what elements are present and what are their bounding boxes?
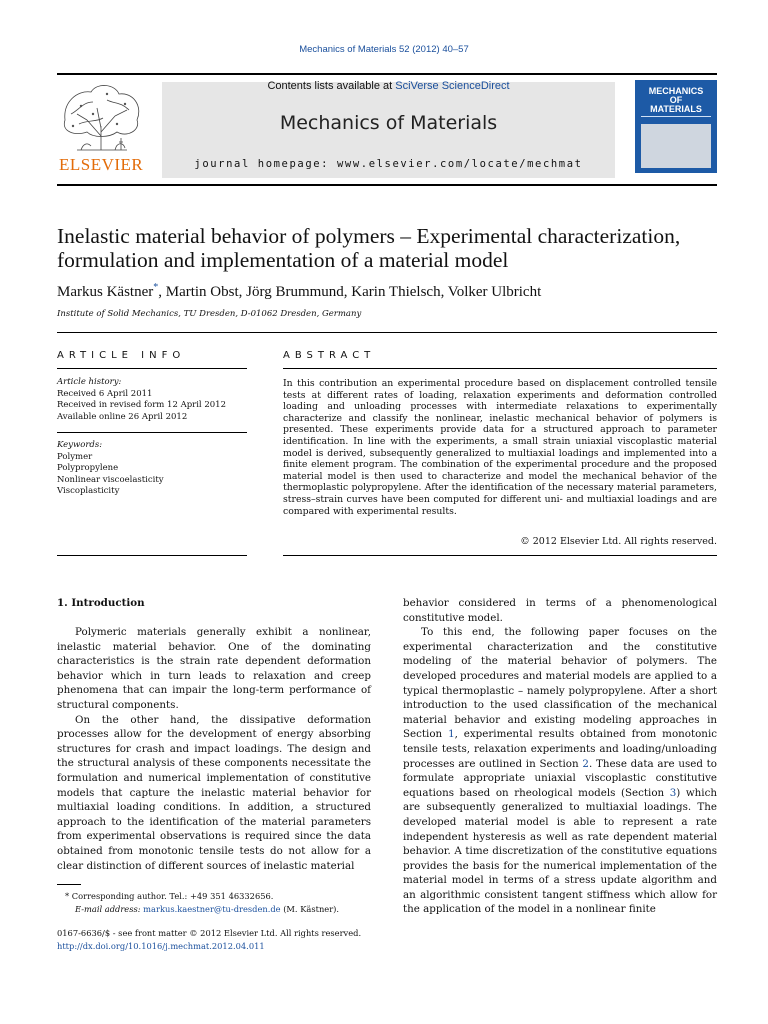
history-item: Available online 26 April 2012 (57, 411, 188, 422)
first-author: Markus Kästner (57, 284, 154, 300)
history-label: Article history: (57, 377, 122, 387)
cover-image-area (641, 124, 711, 168)
divider (57, 432, 247, 433)
divider (283, 368, 717, 369)
keyword-item: Nonlinear viscoelasticity (57, 474, 164, 485)
footnotes (65, 890, 371, 916)
paragraph: behavior considered in terms of a phenomenological constitutive model. (403, 597, 717, 624)
section-ref-link[interactable]: 2 (582, 757, 589, 770)
doi-link[interactable]: http://dx.doi.org/10.1016/j.mechmat.2012.04.011 (57, 941, 265, 951)
contents-line (162, 80, 615, 92)
paragraph (403, 625, 717, 917)
right-column (403, 596, 717, 917)
affiliation: Institute of Solid Mechanics, TU Dresden, D-01062 Dresden, Germany (57, 309, 362, 319)
sciencedirect-link[interactable]: SciVerse ScienceDirect (395, 80, 510, 92)
other-authors: , Martin Obst, Jörg Brummund, Karin Thielsch, Volker Ulbricht (158, 284, 542, 300)
section-heading: 1. Introduction (57, 597, 145, 609)
cover-title (635, 87, 717, 114)
keywords (57, 440, 247, 498)
keywords-label: Keywords: (57, 440, 103, 450)
text-run: To this end, the following paper focuses on the experimental characterization and the constitutive modeling of the material behavior of polymers. The developed procedures and material models are applied to a typical thermoplastic – namely polypropylene. After a short introduction to the used classification of the mechanical material behavior and existing modeling approaches in Section (403, 626, 717, 741)
article-history (57, 377, 247, 423)
text-run: ) which are subsequently generalized to multiaxial loadings. The developed material model is able to represent a rate independent hysteresis as well as rate dependent material behavior. A time discretization of the constitutive equations provides the basis for the numerical implementation of the material model in terms of a stress update algorithm and an algorithmic consistent tangent stiffness which allow for the application of the model in a nonlinear finite (403, 786, 717, 916)
article-title: Inelastic material behavior of polymers – Experimental characterization, formulation and implementation of a material model (57, 224, 681, 272)
history-item: Received in revised form 12 April 2012 (57, 400, 226, 410)
cover-title-line: OF (669, 95, 683, 105)
text-run: , experimental results obtained from monotonic tensile tests, relaxation experiments and loading/unloading processes are outlined in Section (403, 728, 718, 770)
email-suffix: (M. Kästner). (280, 904, 340, 914)
keyword-item: Polypropylene (57, 463, 119, 473)
journal-cover-thumbnail[interactable] (635, 80, 717, 173)
divider (57, 368, 247, 369)
corresponding-author-mark[interactable]: * (153, 282, 159, 293)
contents-prefix: Contents lists available at (267, 80, 396, 92)
abstract-heading: ABSTRACT (283, 350, 376, 361)
divider (57, 555, 247, 556)
header-rule-top (57, 73, 717, 75)
section-ref-link[interactable]: 1 (448, 728, 455, 741)
footnote-rule (57, 884, 81, 885)
article-info-heading: ARTICLE INFO (57, 350, 186, 361)
front-matter-note: 0167-6636/$ - see front matter © 2012 Elsevier Ltd. All rights reserved. (57, 928, 362, 938)
paragraph: Polymeric materials generally exhibit a nonlinear, inelastic material behavior. One of the dominating characteristics is the strain rate dependent deformation behavior which in turn leads to relaxation and creep phenomena that can impair the long-term performance of structural components. (57, 626, 371, 711)
divider (283, 555, 717, 556)
cover-title-line: MECHANICS (648, 86, 704, 96)
keyword-item: Polymer (57, 451, 93, 462)
divider (57, 332, 717, 333)
email-note (65, 903, 371, 916)
paragraph: On the other hand, the dissipative deformation processes allow for the development of energy absorbing structures for crash and impact loadings. The design and the structural analysis of these components necessitate the formulation and numerical implementation of constitutive models that capture the inelastic material behavior for multiaxial loading conditions. In addition, a structured approach to the identification of the material parameters from experimental observations is required since the data obtained from monotonic tensile tests do not allow for a clear distinction of different sources of inelastic material (57, 713, 371, 872)
text-run: . These data are used to formulate appropriate uniaxial viscoplastic constitutive equations based on rheological models (Section (403, 757, 717, 799)
abstract-text: In this contribution an experimental procedure based on displacement controlled tensile tests at different rates of loading, relaxation experiments and deformation controlled loading and unloading processes with intermediate relaxations to experimentally characterize and classify the nonlinear, inelastic mechanical behavior of polymers is presented. These experiments provide data for a structured approach to parameter identification. In line with the experiments, a small strain uniaxial viscoplastic material model is derived, subsequently generalized to multiaxial loadings and implemented into a finite element program. The combination of the experimental procedure and the proposed material model is then used to characterize and model the mechanical behavior of the thermoplastic polypropylene. After the identification of the necessary material parameters, stress–strain curves have been computed for different uni- and multiaxial loadings and are compared with experimental results. (283, 378, 717, 517)
left-column (57, 625, 371, 873)
journal-citation[interactable]: Mechanics of Materials 52 (2012) 40–57 (299, 44, 469, 55)
header-rule-bottom (57, 184, 717, 186)
email-link[interactable]: markus.kaestner@tu-dresden.de (143, 904, 281, 914)
section-ref-link[interactable]: 3 (669, 786, 677, 799)
journal-homepage[interactable]: journal homepage: www.elsevier.com/locate/mechmat (194, 158, 583, 170)
author-list (57, 282, 541, 301)
publisher-name: ELSEVIER (59, 155, 144, 174)
email-label: E-mail address: (75, 904, 144, 914)
cover-title-line: MATERIALS (650, 104, 702, 114)
history-item: Received 6 April 2011 (57, 388, 153, 399)
keyword-item: Viscoplasticity (57, 486, 120, 496)
front-matter (57, 927, 457, 953)
copyright-notice: © 2012 Elsevier Ltd. All rights reserved. (520, 536, 717, 547)
journal-name: Mechanics of Materials (279, 112, 498, 134)
corresponding-author-note: * Corresponding author. Tel.: +49 351 46332656. (65, 891, 274, 901)
cover-divider (641, 116, 711, 117)
